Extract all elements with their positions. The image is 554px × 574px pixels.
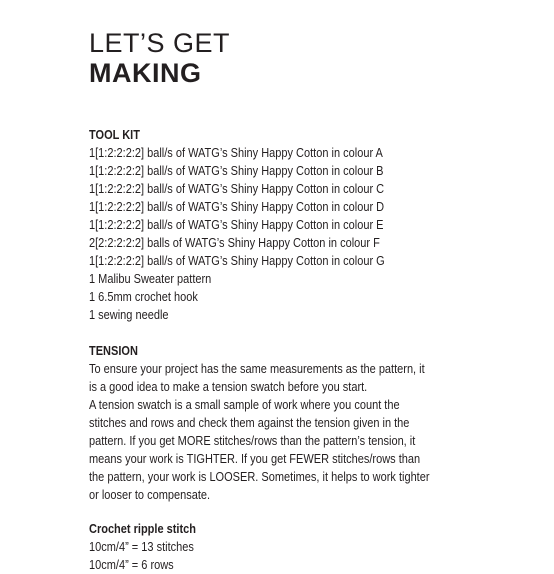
tension-text-line: pattern. If you get MORE stitches/rows than the pattern’s tension, it (89, 434, 416, 448)
toolkit-item: 1[1:2:2:2:2] ball/s of WATG’s Shiny Happy Cotton in colour D (89, 200, 385, 214)
stitch-heading: Crochet ripple stitch (89, 522, 196, 536)
toolkit-item: 1[1:2:2:2:2] ball/s of WATG’s Shiny Happy Cotton in colour A (89, 146, 383, 160)
tension-text-line: means your work is TIGHTER. If you get FEWER stitches/rows than (89, 452, 421, 466)
tension-section (89, 342, 529, 504)
toolkit-section (89, 126, 529, 324)
toolkit-item: 1[1:2:2:2:2] ball/s of WATG’s Shiny Happy Cotton in colour C (89, 182, 385, 196)
tension-text-line: the pattern, your work is LOOSER. Sometimes, it helps to work tighter (89, 470, 430, 484)
toolkit-item: 1 6.5mm crochet hook (89, 290, 198, 304)
tension-text-line: or looser to compensate. (89, 488, 211, 502)
toolkit-item: 1 Malibu Sweater pattern (89, 272, 212, 286)
toolkit-heading: TOOL KIT (89, 128, 140, 142)
tension-heading: TENSION (89, 344, 138, 358)
stitch-gauge-line: 10cm/4” = 6 rows (89, 558, 174, 572)
toolkit-list (89, 144, 529, 324)
tension-text-line: stitches and rows and check them against the tension given in the (89, 416, 410, 430)
page-title-line1: LET’S GET (89, 28, 231, 58)
pattern-page (89, 28, 529, 574)
toolkit-item: 1[1:2:2:2:2] ball/s of WATG’s Shiny Happy Cotton in colour E (89, 218, 384, 232)
toolkit-item: 1[1:2:2:2:2] ball/s of WATG’s Shiny Happy Cotton in colour G (89, 254, 385, 268)
tension-text-line: is a good idea to make a tension swatch before you start. (89, 380, 368, 394)
stitch-gauge-line: 10cm/4” = 13 stitches (89, 540, 194, 554)
toolkit-item: 1[1:2:2:2:2] ball/s of WATG’s Shiny Happy Cotton in colour B (89, 164, 384, 178)
page-title-line2: MAKING (89, 58, 202, 88)
toolkit-item: 2[2:2:2:2:2] balls of WATG’s Shiny Happy Cotton in colour F (89, 236, 380, 250)
tension-text-line: A tension swatch is a small sample of work where you count the (89, 398, 400, 412)
tension-text-line: To ensure your project has the same measurements as the pattern, it (89, 362, 425, 376)
stitch-section (89, 520, 529, 574)
toolkit-item: 1 sewing needle (89, 308, 169, 322)
